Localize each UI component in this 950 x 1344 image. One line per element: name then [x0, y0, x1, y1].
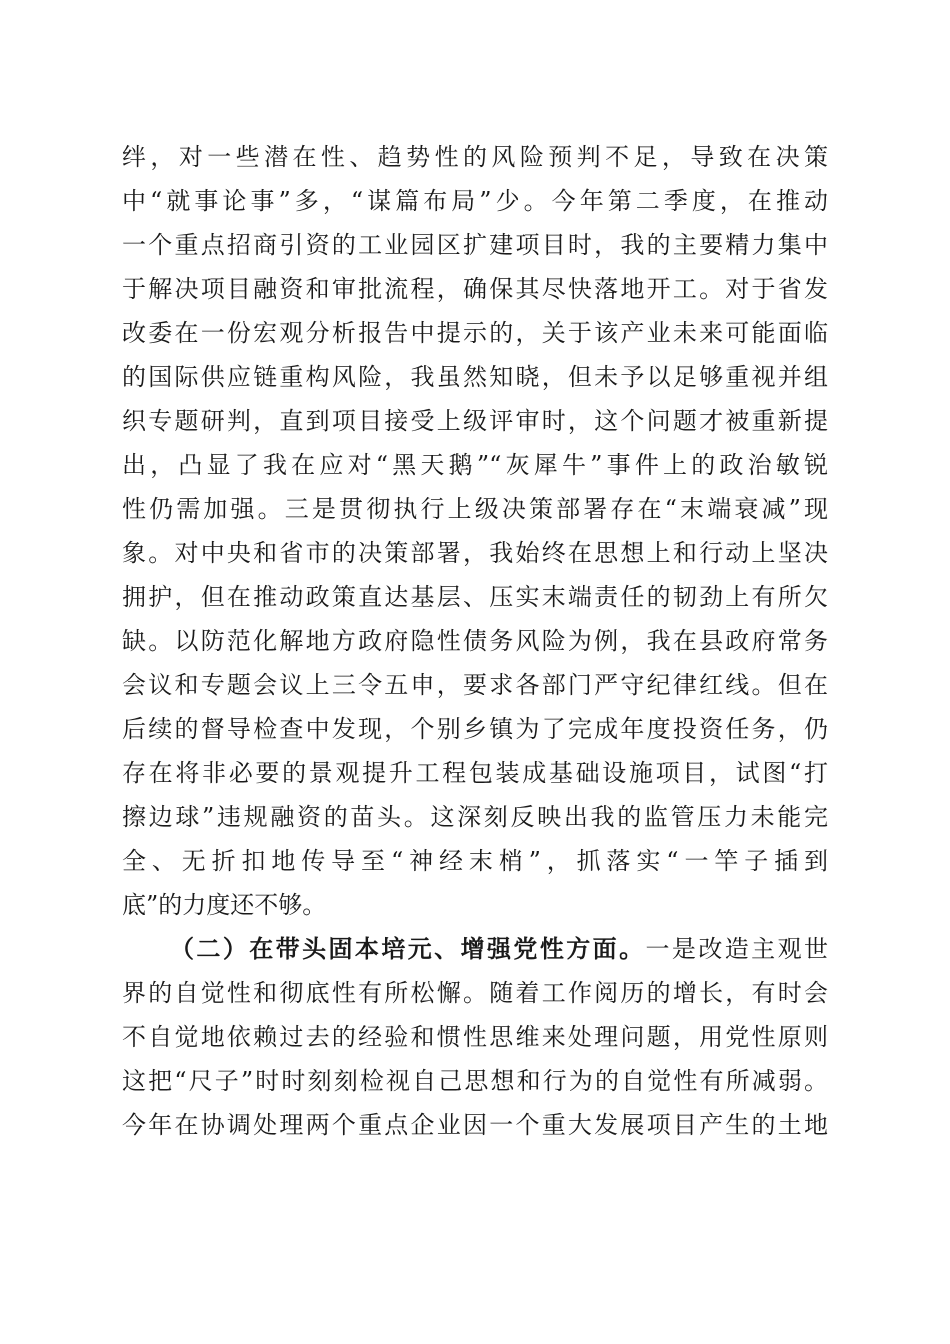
text-line: 存在将非必要的景观提升工程包装成基础设施项目，试图“打 [122, 759, 828, 787]
text-line: 后续的督导检查中发现，个别乡镇为了完成年度投资任务，仍 [122, 715, 828, 743]
text-line: 底”的力度还不够。 [122, 891, 327, 919]
text-line: 性仍需加强。三是贯彻执行上级决策部署存在“末端衰减”现 [122, 495, 828, 523]
section-2-first-line-text: 一是改造主观世 [645, 935, 828, 963]
text-line: 不自觉地依赖过去的经验和惯性思维来处理问题，用党性原则 [122, 1023, 828, 1051]
text-line: 象。对中央和省市的决策部署，我始终在思想上和行动上坚决 [122, 539, 828, 567]
document-body [122, 135, 828, 1147]
text-line: 擦边球”违规融资的苗头。这深刻反映出我的监管压力未能完 [122, 803, 828, 831]
text-line: 全、无折扣地传导至“神经末梢”，抓落实“一竿子插到 [122, 847, 828, 875]
section-2-first-line [122, 927, 828, 971]
text-line: 界的自觉性和彻底性有所松懈。随着工作阅历的增长，有时会 [122, 979, 828, 1007]
text-line: 织专题研判，直到项目接受上级评审时，这个问题才被重新提 [122, 407, 828, 435]
text-line: 一个重点招商引资的工业园区扩建项目时，我的主要精力集中 [122, 231, 828, 259]
text-line: 会议和专题会议上三令五申，要求各部门严守纪律红线。但在 [122, 671, 828, 699]
section-2-heading: （二）在带头固本培元、增强党性方面。 [170, 934, 646, 963]
text-line: 出，凸显了我在应对“黑天鹅”“灰犀牛”事件上的政治敏锐 [122, 451, 828, 479]
text-line: 这把“尺子”时时刻刻检视自己思想和行为的自觉性有所减弱。 [122, 1067, 828, 1095]
text-line: 中“就事论事”多，“谋篇布局”少。今年第二季度，在推动 [122, 187, 828, 215]
text-line: 今年在协调处理两个重点企业因一个重大发展项目产生的土地 [122, 1111, 828, 1139]
text-line: 于解决项目融资和审批流程，确保其尽快落地开工。对于省发 [122, 275, 828, 303]
text-line: 拥护，但在推动政策直达基层、压实末端责任的韧劲上有所欠 [122, 583, 828, 611]
text-line: 缺。以防范化解地方政府隐性债务风险为例，我在县政府常务 [122, 627, 828, 655]
text-line: 的国际供应链重构风险，我虽然知晓，但未予以足够重视并组 [122, 363, 828, 391]
text-line: 绊，对一些潜在性、趋势性的风险预判不足，导致在决策 [122, 143, 828, 171]
text-line: 改委在一份宏观分析报告中提示的，关于该产业未来可能面临 [122, 319, 828, 347]
